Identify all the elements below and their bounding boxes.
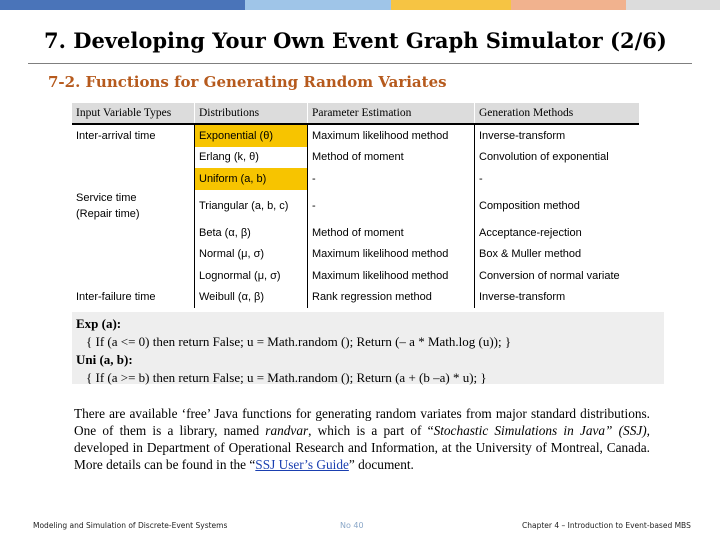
footer-page-number: No 40	[340, 521, 364, 530]
generation-method-cell: -	[475, 168, 640, 190]
parameter-estimation-cell: Maximum likelihood method	[308, 124, 475, 147]
top-bar-segment-orange	[511, 0, 626, 10]
header-generation-methods: Generation Methods	[475, 103, 640, 124]
generation-method-cell: Inverse-transform	[475, 287, 640, 309]
distribution-cell: Normal (μ, σ)	[195, 243, 308, 265]
top-bar-segment-blue	[0, 0, 245, 10]
generation-method-cell: Inverse-transform	[475, 124, 640, 147]
generation-method-cell: Composition method	[475, 190, 640, 222]
input-variable-cell	[72, 147, 195, 169]
distribution-cell: Lognormal (μ, σ)	[195, 265, 308, 287]
input-variable-cell	[72, 243, 195, 265]
input-variable-cell: Inter-failure time	[76, 291, 156, 304]
top-bar-segment-grey	[626, 0, 720, 10]
parameter-estimation-cell: -	[308, 168, 475, 190]
uni-function-body: { If (a >= b) then return False; u = Math.random (); Return (a + (b –a) * u); }	[86, 370, 487, 385]
exp-function-label: Exp (a):	[76, 316, 122, 331]
description-paragraph	[74, 405, 650, 473]
table-row	[72, 287, 639, 309]
paragraph-randvar: randvar	[265, 423, 309, 438]
uni-function-label: Uni (a, b):	[76, 352, 133, 367]
paragraph-text-6: ” document.	[348, 457, 414, 472]
parameter-estimation-cell: -	[308, 190, 475, 222]
input-variable-cell: Inter-arrival time	[76, 129, 156, 142]
header-parameter-estimation: Parameter Estimation	[308, 103, 475, 124]
table-row	[72, 265, 639, 287]
distribution-cell: Uniform (a, b)	[195, 168, 308, 190]
footer-left: Modeling and Simulation of Discrete-Event Systems	[33, 521, 228, 530]
distribution-cell: Exponential (θ)	[195, 124, 308, 147]
parameter-estimation-cell: Rank regression method	[308, 287, 475, 309]
section-subtitle: 7-2. Functions for Generating Random Variates	[48, 73, 447, 91]
top-color-bar	[0, 0, 720, 10]
table-row	[72, 124, 639, 147]
generation-method-cell: Acceptance-rejection	[475, 222, 640, 244]
top-bar-segment-lightblue	[245, 0, 391, 10]
table-row	[72, 243, 639, 265]
parameter-estimation-cell: Maximum likelihood method	[308, 243, 475, 265]
distribution-cell: Erlang (k, θ)	[195, 147, 308, 169]
input-variable-cell: Service time (Repair time)	[76, 191, 140, 220]
paragraph-ssj-title: Stochastic Simulations in Java” (SSJ),	[433, 423, 651, 438]
top-bar-segment-yellow	[391, 0, 511, 10]
generation-method-cell: Conversion of normal variate	[475, 265, 640, 287]
generation-method-cell: Box & Muller method	[475, 243, 640, 265]
header-input-variable-types: Input Variable Types	[72, 103, 195, 124]
table-row	[72, 168, 639, 190]
footer-right: Chapter 4 – Introduction to Event-based MBS	[522, 521, 691, 530]
paragraph-text-1: There are available ‘free’ Java functions for generating random variates from major standard distributions. One of them is a library, named	[74, 406, 650, 438]
random-variates-table	[72, 103, 639, 308]
parameter-estimation-cell: Method of moment	[308, 147, 475, 169]
exp-function-body: { If (a <= 0) then return False; u = Math.random (); Return (– a * Math.log (u)); }	[86, 334, 512, 349]
distribution-cell: Triangular (a, b, c)	[195, 190, 308, 222]
table-header-row	[72, 103, 639, 124]
input-variable-cell	[72, 168, 195, 190]
distribution-cell: Weibull (α, β)	[195, 287, 308, 309]
title-divider	[28, 63, 692, 64]
page-title: 7. Developing Your Own Event Graph Simulator (2/6)	[44, 28, 667, 53]
table-row	[72, 147, 639, 169]
generation-method-cell: Convolution of exponential	[475, 147, 640, 169]
ssj-users-guide-link[interactable]: SSJ User’s Guide	[255, 457, 349, 472]
input-variable-cell	[72, 265, 195, 287]
distribution-cell: Beta (α, β)	[195, 222, 308, 244]
paragraph-text-5: developed in Department of Operational Research and Information, at the University of Montreal, Canada. More details can be found in the “	[74, 440, 650, 472]
input-variable-cell	[72, 222, 195, 244]
code-example-box	[72, 312, 664, 384]
header-distributions: Distributions	[195, 103, 308, 124]
parameter-estimation-cell: Method of moment	[308, 222, 475, 244]
table-row	[72, 222, 639, 244]
parameter-estimation-cell: Maximum likelihood method	[308, 265, 475, 287]
paragraph-text-3: , which is a part of “	[308, 423, 434, 438]
table-row	[72, 190, 639, 222]
